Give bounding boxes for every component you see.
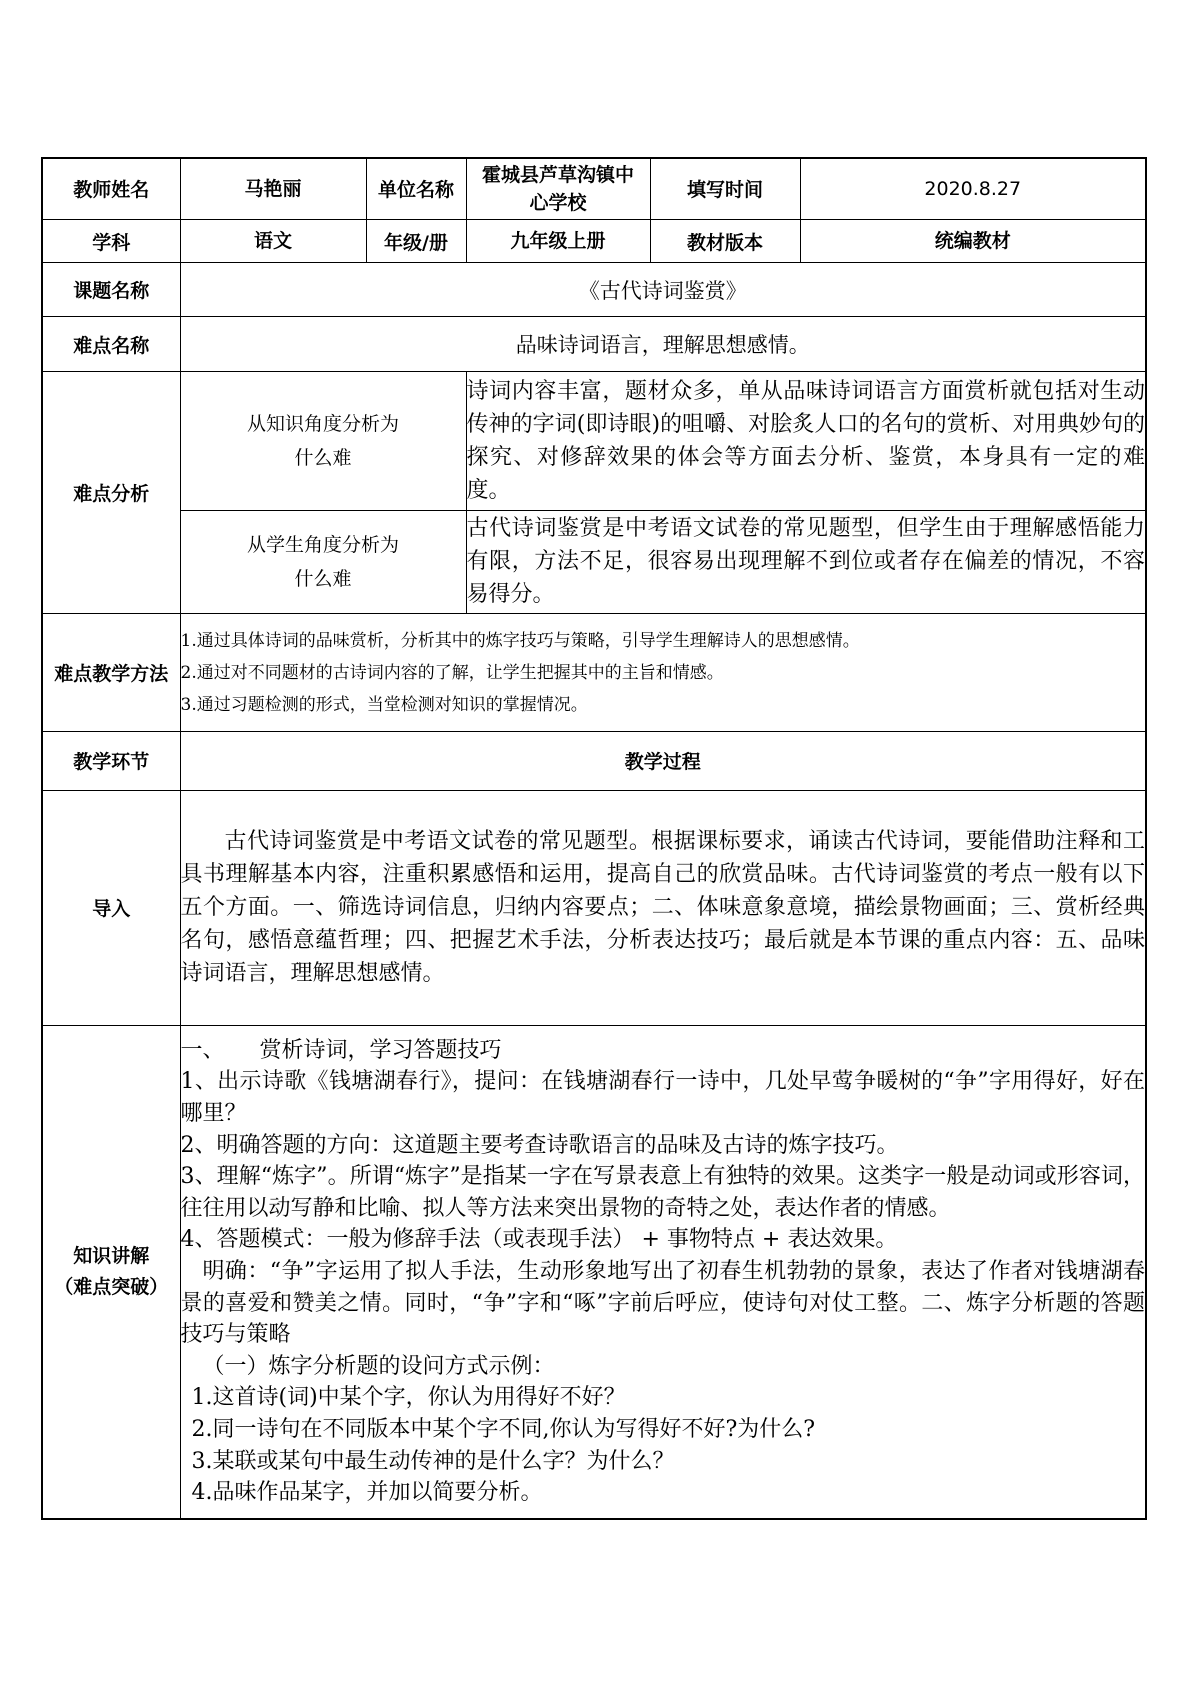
intro-row <box>42 790 1146 1025</box>
knowledge-line: （一）炼字分析题的设问方式示例： <box>202 1353 555 1379</box>
analysis-label: 难点分析 <box>42 372 180 614</box>
knowledge-label-line2: （难点突破） <box>54 1275 169 1298</box>
methods-row <box>42 614 1146 731</box>
header-row-2 <box>42 219 1146 263</box>
topic-label: 课题名称 <box>42 263 180 317</box>
knowledge-line: 2.同一诗句在不同版本中某个字不同,你认为写得好不好?为什么? <box>191 1417 816 1442</box>
method-item: 2.通过对不同题材的古诗词内容的了解，让学生把握其中的主旨和情感。 <box>180 662 724 683</box>
edition-label: 教材版本 <box>650 219 800 263</box>
knowledge-angle-text: 诗词内容丰富，题材众多，单从品味诗词语言方面赏析就包括对生动传神的字词(即诗眼)的咀嚼、对脍炙人口的名句的赏析、对用典妙句的探究、对修辞效果的体会等方面去分析、鉴赏，本身具有一定的难度。 <box>466 372 1146 510</box>
knowledge-content <box>180 1025 1146 1519</box>
process-header-row <box>42 731 1146 790</box>
intro-text: 古代诗词鉴赏是中考语文试卷的常见题型。根据课标要求，诵读古代诗词，要能借助注释和工具书理解基本内容，注重积累感悟和运用，提高自己的欣赏品味。古代诗词鉴赏的考点一般有以下五个方面。一、筛选诗词信息，归纳内容要点；二、体味意象意境，描绘景物画面；三、赏析经典名句，感悟意蕴哲理；四、把握艺术手法，分析表达技巧；最后就是本节课的重点内容：五、品味诗词语言，理解思想感情。 <box>180 790 1146 1025</box>
grade-value: 九年级上册 <box>466 219 650 263</box>
knowledge-label-line1: 知识讲解 <box>73 1244 150 1267</box>
difficulty-value: 品味诗词语言，理解思想感情。 <box>180 317 1146 372</box>
knowledge-line: 1.这首诗(词)中某个字，你认为用得好不好？ <box>191 1385 626 1411</box>
student-angle-label <box>180 510 466 614</box>
knowledge-line: 4、答题模式：一般为修辞手法（或表现手法） + 事物特点 + 表达效果。 <box>180 1227 898 1253</box>
process-content-label: 教学过程 <box>180 731 1146 790</box>
knowledge-angle-label <box>180 372 466 510</box>
lesson-plan-table <box>41 157 1147 1520</box>
knowledge-line: 1、出示诗歌《钱塘湖春行》，提问：在钱塘湖春行一诗中，几处早莺争暖树的“争”字用得好，好在哪里？ <box>180 1069 1145 1127</box>
knowledge-row <box>42 1025 1146 1519</box>
subject-value: 语文 <box>180 219 366 263</box>
knowledge-line: 明确：“争”字运用了拟人手法，生动形象地写出了初春生机勃勃的景象，表达了作者对钱塘湖春景的喜爱和赞美之情。同时，“争”字和“啄”字前后呼应，使诗句对仗工整。二、炼字分析题的答题技巧与策略 <box>180 1259 1145 1348</box>
knowledge-angle-label-line2: 什么难 <box>294 446 352 469</box>
header-row-1 <box>42 158 1146 219</box>
knowledge-line: 3、理解“炼字”。所谓“炼字”是指某一字在写景表意上有独特的效果。这类字一般是动词或形容词，往往用以动写静和比喻、拟人等方法来突出景物的奇特之处，表达作者的情感。 <box>180 1164 1145 1221</box>
analysis-row-student <box>42 510 1146 614</box>
unit-label: 单位名称 <box>366 158 466 219</box>
knowledge-label <box>42 1025 180 1519</box>
subject-label: 学科 <box>42 219 180 263</box>
difficulty-label: 难点名称 <box>42 317 180 372</box>
student-angle-text: 古代诗词鉴赏是中考语文试卷的常见题型，但学生由于理解感悟能力有限，方法不足，很容易出现理解不到位或者存在偏差的情况，不容易得分。 <box>466 510 1146 614</box>
edition-value: 统编教材 <box>800 219 1146 263</box>
unit-value-line1: 霍城县芦草沟镇中 <box>481 163 634 186</box>
intro-label: 导入 <box>42 790 180 1025</box>
knowledge-line: 4.品味作品某字，并加以简要分析。 <box>191 1480 543 1506</box>
student-angle-label-line2: 什么难 <box>294 567 352 590</box>
date-value: 2020.8.27 <box>800 158 1146 219</box>
topic-value: 《古代诗词鉴赏》 <box>180 263 1146 317</box>
method-item: 3.通过习题检测的形式，当堂检测对知识的掌握情况。 <box>180 694 588 715</box>
analysis-row-knowledge <box>42 372 1146 510</box>
process-stage-label: 教学环节 <box>42 731 180 790</box>
method-item: 1.通过具体诗词的品味赏析，分析其中的炼字技巧与策略，引导学生理解诗人的思想感情。 <box>180 630 860 651</box>
methods-list <box>180 614 1146 731</box>
difficulty-row <box>42 317 1146 372</box>
teacher-label: 教师姓名 <box>42 158 180 219</box>
date-label: 填写时间 <box>650 158 800 219</box>
knowledge-line: 2、明确答题的方向：这道题主要考查诗歌语言的品味及古诗的炼字技巧。 <box>180 1132 899 1158</box>
grade-label: 年级/册 <box>366 219 466 263</box>
student-angle-label-line1: 从学生角度分析为 <box>246 533 399 556</box>
knowledge-angle-label-line1: 从知识角度分析为 <box>246 412 399 435</box>
unit-value-line2: 心学校 <box>529 191 587 214</box>
topic-row <box>42 263 1146 317</box>
methods-label: 难点教学方法 <box>42 614 180 731</box>
teacher-value: 马艳丽 <box>180 158 366 219</box>
knowledge-line: 3.某联或某句中最生动传神的是什么字？为什么？ <box>191 1448 675 1474</box>
knowledge-line: 一、 赏析诗词，学习答题技巧 <box>180 1037 502 1063</box>
unit-value <box>466 158 650 219</box>
